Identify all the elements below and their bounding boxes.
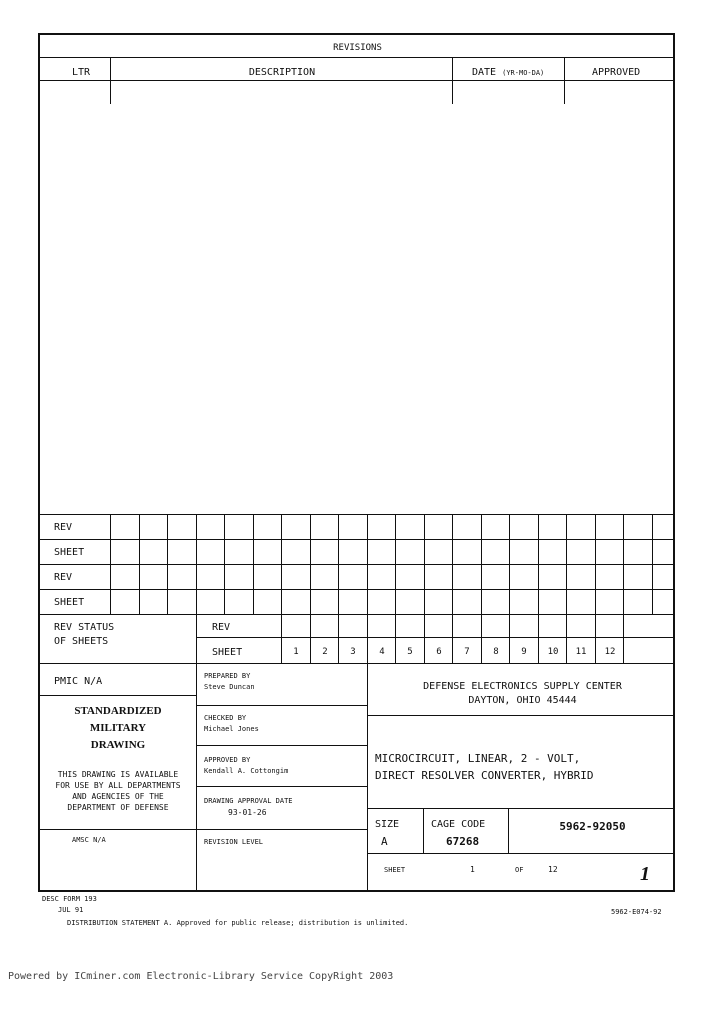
approval-date-label: DRAWING APPROVAL DATE (204, 797, 293, 805)
agency-line-2: DAYTON, OHIO 45444 (468, 695, 577, 706)
agency-line-1: DEFENSE ELECTRONICS SUPPLY CENTER (423, 681, 622, 692)
approval-date-value: 93-01-26 (228, 808, 267, 817)
sheet-number-1: 1 (293, 647, 299, 657)
size-label: SIZE (375, 819, 400, 830)
approved-by-label: APPROVED BY (204, 756, 251, 764)
sheet-number-3: 3 (350, 647, 356, 657)
sheet-number-7: 7 (464, 647, 470, 657)
watermark-footer: Powered by ICminer.com Electronic-Library Service CopyRight 2003 (8, 971, 394, 982)
pmic-label: PMIC N/A (54, 676, 103, 687)
grid-row-label-sheet-1: SHEET (54, 547, 85, 558)
date-format-label: (YR-MO-DA) (502, 69, 545, 77)
prepared-by-label: PREPARED BY (204, 672, 251, 680)
grid-row-label-rev-2: REV (54, 572, 73, 583)
sheet-number-5: 5 (407, 647, 413, 657)
availability-line-1: THIS DRAWING IS AVAILABLE (57, 770, 179, 779)
approved-header: APPROVED (592, 67, 641, 78)
sheet-number-6: 6 (436, 647, 442, 657)
availability-line-4: DEPARTMENT OF DEFENSE (67, 803, 169, 812)
smd-title-line1: STANDARDIZED (74, 705, 162, 717)
sheet-number-11: 11 (575, 647, 587, 657)
rev-status-label: REV STATUS (54, 622, 115, 633)
cage-code-label: CAGE CODE (431, 819, 486, 830)
smd-title-line2: MILITARY (89, 722, 147, 734)
grid-row-label-sheet-2: SHEET (54, 597, 85, 608)
distribution-statement: DISTRIBUTION STATEMENT A. Approved for public release; distribution is unlimited. (67, 919, 409, 927)
approved-by-name: Kendall A. Cottongim (204, 767, 289, 775)
sheet-value: 1 (470, 865, 475, 874)
document-code: 5962-E074-92 (611, 908, 662, 916)
of-value: 12 (548, 865, 558, 874)
ltr-header: LTR (72, 67, 91, 78)
amsc-label: AMSC N/A (72, 836, 106, 844)
description-header: DESCRIPTION (248, 67, 316, 78)
sheet-label: SHEET (384, 866, 406, 874)
availability-line-2: FOR USE BY ALL DEPARTMENTS (55, 781, 181, 790)
rev-status-sheet-label: SHEET (212, 647, 243, 658)
smd-title-line3: DRAWING (90, 739, 146, 751)
date-label: DATE (472, 67, 497, 78)
handwritten-sheet-mark: 1 (640, 863, 650, 885)
cage-code-value: 67268 (446, 835, 480, 848)
availability-line-3: AND AGENCIES OF THE (72, 792, 164, 801)
form-number: DESC FORM 193 (42, 895, 97, 903)
revisions-title: REVISIONS (333, 43, 382, 53)
of-sheets-label: OF SHEETS (54, 636, 109, 647)
checked-by-label: CHECKED BY (204, 714, 247, 722)
document-number: 5962-92050 (559, 820, 626, 833)
of-label: OF (515, 866, 524, 874)
sheet-number-12: 12 (604, 647, 616, 657)
form-date: JUL 91 (58, 906, 84, 914)
document-title-line-1: MICROCIRCUIT, LINEAR, 2 - VOLT, (375, 752, 581, 765)
date-header (472, 67, 544, 78)
sheet-number-10: 10 (547, 647, 559, 657)
rev-status-rev-label: REV (212, 622, 231, 633)
revision-level-label: REVISION LEVEL (204, 838, 264, 846)
prepared-by-name: Steve Duncan (204, 683, 255, 691)
sheet-number-2: 2 (322, 647, 328, 657)
sheet-number-8: 8 (493, 647, 499, 657)
size-value: A (381, 835, 388, 848)
grid-row-label-rev-1: REV (54, 522, 73, 533)
sheet-number-9: 9 (521, 647, 527, 657)
sheet-number-4: 4 (379, 647, 385, 657)
checked-by-name: Michael Jones (204, 725, 259, 733)
document-title-line-2: DIRECT RESOLVER CONVERTER, HYBRID (375, 769, 594, 782)
